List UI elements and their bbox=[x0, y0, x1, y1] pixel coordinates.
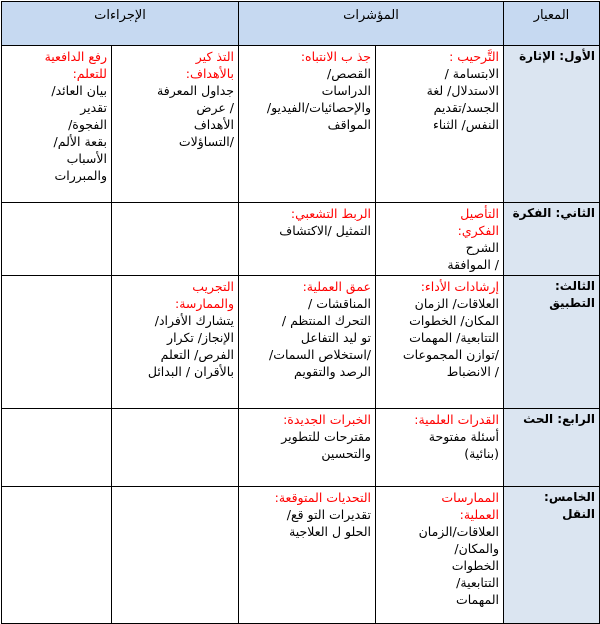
procedure-cell bbox=[2, 203, 112, 276]
criterion-label: الثالث: التطبيق bbox=[549, 279, 596, 310]
criteria-table bbox=[1, 1, 600, 624]
criterion-cell bbox=[504, 487, 600, 624]
criterion-cell bbox=[504, 276, 600, 409]
cell-title: إرشادات الأداء: bbox=[420, 279, 500, 294]
cell-title: جذ ب الانتباه: bbox=[300, 49, 372, 64]
procedure-cell bbox=[112, 409, 239, 487]
cell-title: التذ كير بالأهداف: bbox=[185, 49, 234, 81]
criterion-label: الثاني: الفكرة bbox=[512, 206, 596, 220]
header-criterion: المعيار bbox=[504, 2, 600, 46]
cell-body: الابتسامة / الاستدلال/ لغة الجسد/تقديم النفس/ الثناء bbox=[426, 66, 500, 132]
cell-title: التَّرحيب : bbox=[449, 49, 500, 64]
table-row bbox=[2, 409, 600, 487]
table-row bbox=[2, 487, 600, 624]
cell-title: رفع الدافعية للتعلم: bbox=[44, 49, 107, 81]
cell-title: التحديات المتوقعة: bbox=[274, 490, 372, 505]
procedure-cell bbox=[2, 409, 112, 487]
procedure-cell bbox=[112, 487, 239, 624]
cell-body: مقترحات للتطوير والتحسين bbox=[281, 429, 372, 461]
procedure-cell bbox=[2, 46, 112, 203]
table-row bbox=[2, 276, 600, 409]
procedure-cell bbox=[2, 276, 112, 409]
header-row bbox=[2, 2, 600, 46]
cell-body: بيان العائد/ تقدير الفجوة/ بقعة الألم/ الأسباب والمبررات bbox=[51, 83, 107, 183]
procedure-cell bbox=[112, 276, 239, 409]
cell-body: التمثيل /الاكتشاف bbox=[279, 223, 372, 238]
criterion-label: الخامس: النقل bbox=[544, 490, 596, 521]
cell-title: الممارسات العملية: bbox=[441, 490, 500, 522]
indicator-cell bbox=[239, 46, 376, 203]
cell-title: التجريب والممارسة: bbox=[174, 279, 234, 311]
indicator-cell bbox=[376, 409, 504, 487]
cell-body: المناقشات / التحرك المنتظم / تو ليد التفاعل /استخلاص السمات/ الرصد والتقويم bbox=[269, 296, 372, 379]
procedure-cell bbox=[2, 487, 112, 624]
cell-body: يتشارك الأفراد/ الإنجاز/ تكرار الفرص/ التعلم بالأقران / البدائل bbox=[147, 313, 234, 379]
cell-body: تقديرات التو قع/ الحلو ل العلاجية bbox=[286, 507, 372, 539]
cell-title: الربط التشعبي: bbox=[290, 206, 372, 221]
cell-body: جداول المعرفة / عرض الأهداف /التساؤلات bbox=[157, 83, 234, 149]
cell-title: القدرات العلمية: bbox=[414, 412, 500, 427]
indicator-cell bbox=[376, 46, 504, 203]
table-row bbox=[2, 46, 600, 203]
table-row bbox=[2, 203, 600, 276]
criterion-label: الرابع: الحث bbox=[523, 412, 596, 426]
procedure-cell bbox=[112, 203, 239, 276]
indicator-cell bbox=[239, 409, 376, 487]
cell-title: الخبرات الجديدة: bbox=[283, 412, 372, 427]
indicator-cell bbox=[376, 276, 504, 409]
indicator-cell bbox=[376, 203, 504, 276]
criterion-cell bbox=[504, 409, 600, 487]
criterion-cell bbox=[504, 203, 600, 276]
cell-body: أسئلة مفتوحة (بنائية) bbox=[428, 429, 500, 461]
criterion-label: الأول: الإثارة bbox=[519, 49, 596, 63]
cell-title: عمق العملية: bbox=[302, 279, 372, 294]
procedure-cell bbox=[112, 46, 239, 203]
cell-body: الشرح / الموافقة bbox=[447, 240, 500, 272]
header-indicators: المؤشرات bbox=[239, 2, 504, 46]
indicator-cell bbox=[239, 276, 376, 409]
cell-body: العلاقات/الزمان والمكان/ الخطوات التتابعية/ المهمات bbox=[418, 524, 500, 607]
indicator-cell bbox=[239, 487, 376, 624]
cell-title: التأصيل الفكري: bbox=[457, 206, 500, 238]
criterion-cell bbox=[504, 46, 600, 203]
indicator-cell bbox=[239, 203, 376, 276]
cell-body: العلاقات/ الزمان المكان/ الخطوات التتابعية/ المهمات /توازن المجموعات / الانضباط bbox=[402, 296, 500, 379]
header-procedures: الإجراءات bbox=[2, 2, 239, 46]
indicator-cell bbox=[376, 487, 504, 624]
cell-body: القصص/ الدراسات والإحصائيات/الفيديو/ المواقف bbox=[266, 66, 372, 132]
